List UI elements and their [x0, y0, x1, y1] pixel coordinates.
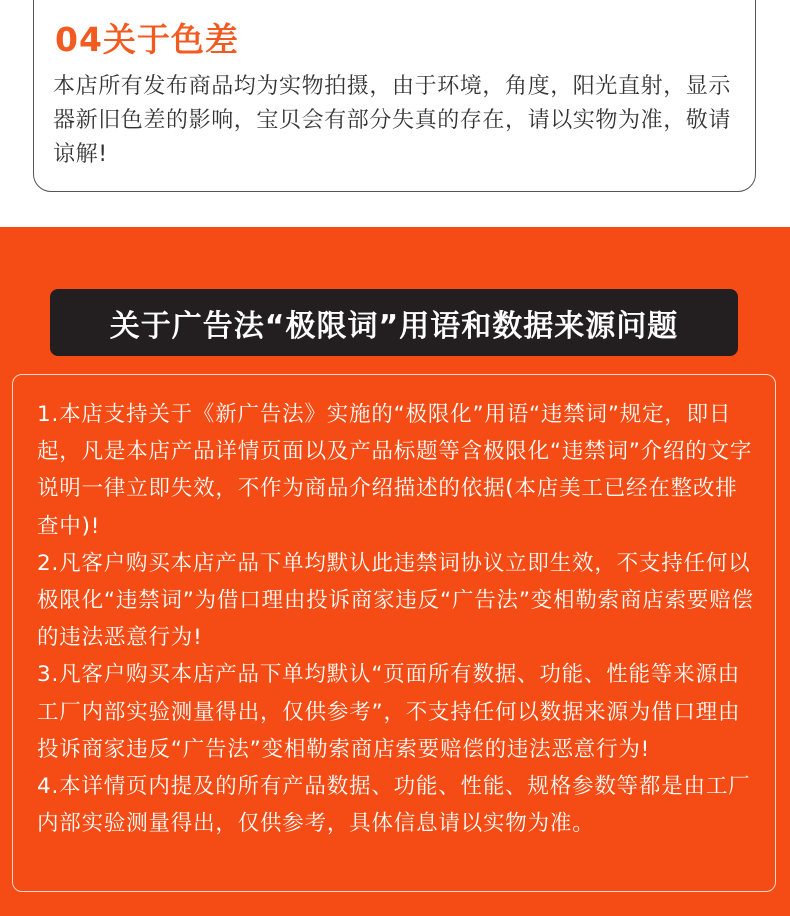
- rule-item-1: 1.本店支持关于《新广告法》实施的“极限化”用语“违禁词”规定，即日起，凡是本店产品详情页面以及产品标题等含极限化“违禁词”介绍的文字说明一律立即失效，不作为商品介绍描述的依据(本店美工已经在整改排查中)!: [37, 402, 753, 539]
- rule-item-2: 2.凡客户购买本店产品下单均默认此违禁词协议立即生效，不支持任何以极限化“违禁词”为借口理由投诉商家违反“广告法”变相勒索商店索要赔偿的违法恶意行为!: [37, 550, 754, 651]
- color-diff-section: [0, 0, 790, 227]
- color-diff-title: 04关于色差: [55, 20, 239, 59]
- rule-item-3: 3.凡客户购买本店产品下单均默认“页面所有数据、功能、性能等来源由工厂内部实验测量得出，仅供参考”，不支持任何以数据来源为借口理由投诉商家违反“广告法”变相勒索商店索要赔偿的违法恶意行为!: [37, 662, 741, 762]
- color-diff-text: 本店所有发布商品均为实物拍摄，由于环境，角度，阳光直射，显示器新旧色差的影响，宝贝会有部分失真的存在，请以实物为准，敬请谅解!: [53, 74, 732, 167]
- ad-law-rules-text: [37, 396, 759, 842]
- rule-item-4: 4.本详情页内提及的所有产品数据、功能、性能、规格参数等都是由工厂内部实验测量得出，仅供参考，具体信息请以实物为准。: [37, 774, 751, 837]
- ad-law-banner: 关于广告法“极限词”用语和数据来源问题: [50, 289, 738, 356]
